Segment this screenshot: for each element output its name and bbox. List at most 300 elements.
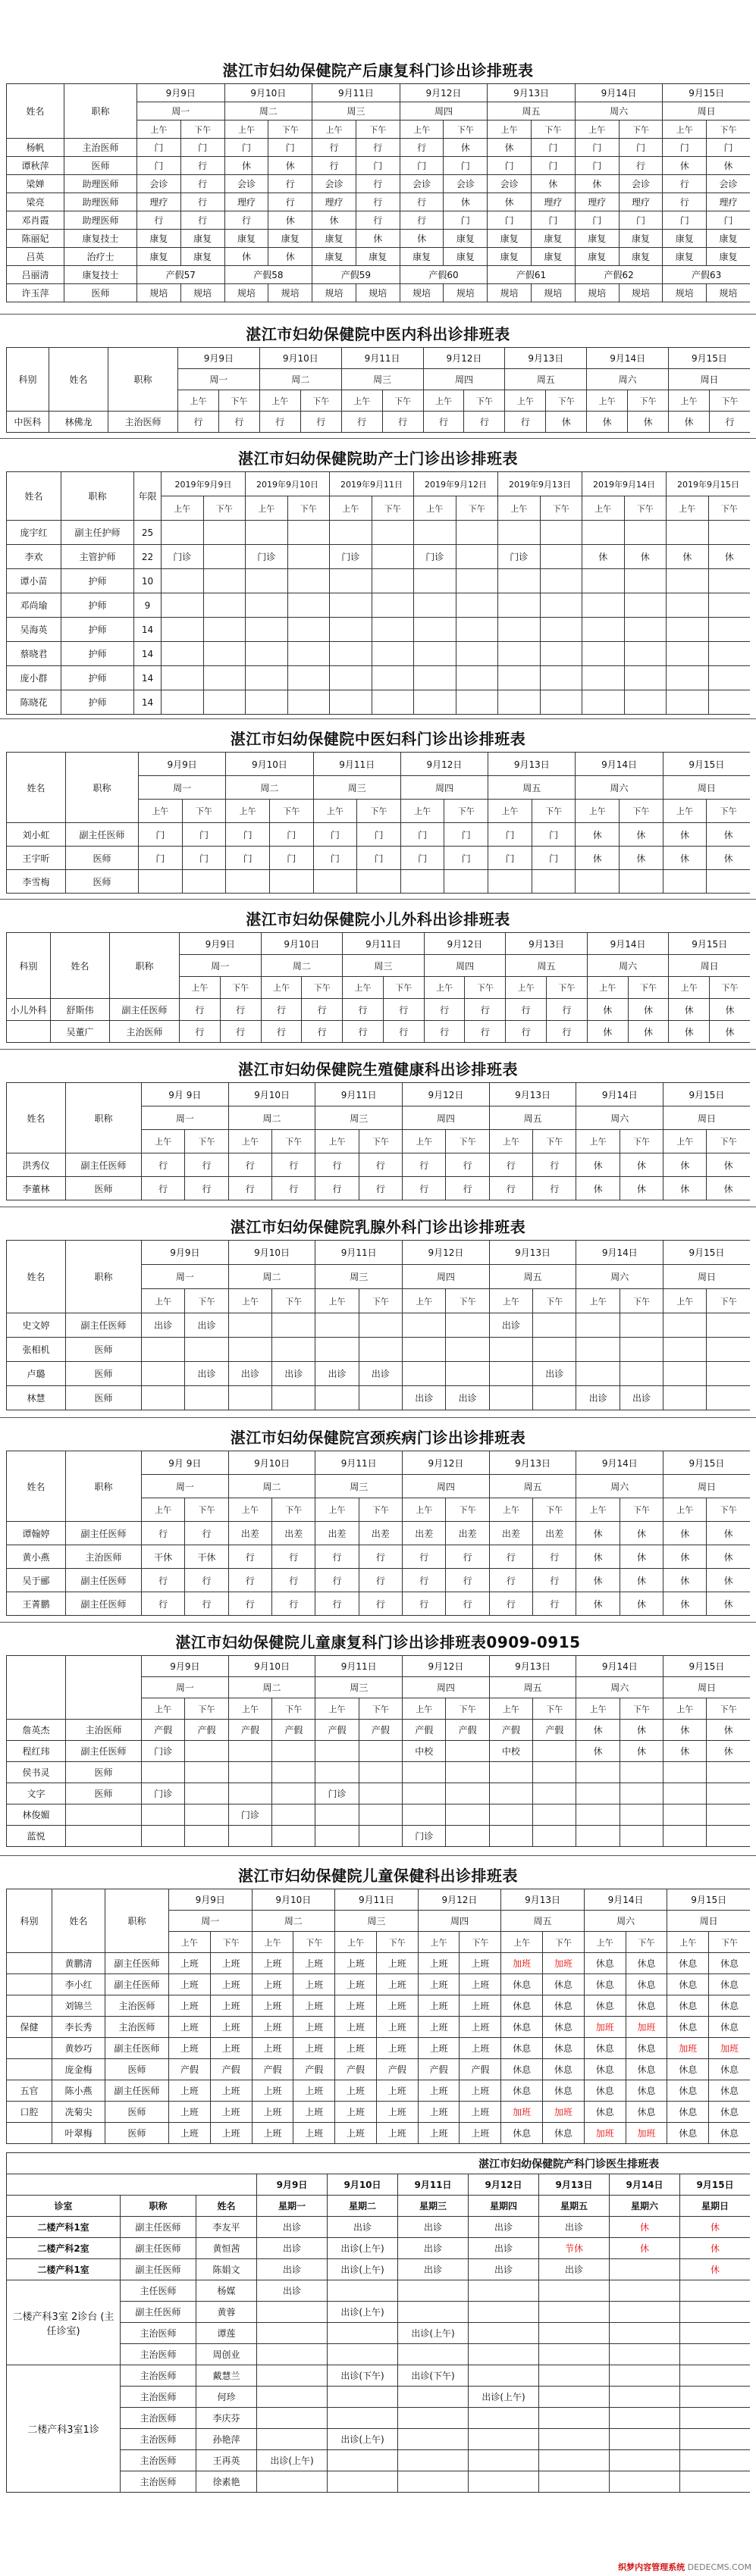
table-cell: 行 <box>268 193 312 211</box>
table-cell: 休 <box>268 211 312 230</box>
table-cell: 行 <box>533 1592 576 1616</box>
date-header: 9月12日 <box>403 1656 490 1677</box>
schedule-cell: 休 <box>680 2217 751 2238</box>
stub-header: 职称 <box>110 933 180 999</box>
table-cell: 休 <box>587 1021 628 1043</box>
table-cell: 休 <box>268 157 312 175</box>
table-cell <box>620 1826 663 1847</box>
table-cell: 产假61 <box>488 266 576 284</box>
table-cell: 门 <box>575 157 619 175</box>
table-cell: 会诊 <box>224 175 268 193</box>
stub-header: 诊室 <box>7 2196 121 2217</box>
schedule-table <box>6 1082 750 1200</box>
date-header: 9月13日 <box>506 933 588 955</box>
table-cell: 护师 <box>61 593 134 618</box>
blank-cell <box>7 2174 257 2196</box>
table-cell: 休息 <box>667 2017 709 2038</box>
weekday-header: 周三 <box>312 102 400 121</box>
table-cell: 上班 <box>169 2080 211 2102</box>
table-cell: 侯书灵 <box>7 1762 66 1783</box>
table-cell: 副主任医师 <box>66 1153 142 1177</box>
section-divider <box>0 438 756 439</box>
table-cell <box>456 569 498 593</box>
table-cell <box>667 666 709 690</box>
table-cell: 门 <box>707 211 750 230</box>
weekday-header: 星期二 <box>328 2196 398 2217</box>
pm-header: 下午 <box>180 121 224 139</box>
obstetrics-title: 湛江市妇幼保健院产科门诊医生排班表 <box>7 2153 751 2174</box>
weekday-header: 周一 <box>142 1265 229 1289</box>
am-header: 上午 <box>261 977 302 999</box>
table-cell <box>372 690 414 715</box>
table-cell: 产假 <box>376 2059 418 2080</box>
table-cell <box>708 569 750 593</box>
table-row <box>7 1953 751 1974</box>
table-cell: 休息 <box>626 2102 667 2123</box>
table-cell: 休息 <box>584 2038 626 2059</box>
date-header: 9月12日 <box>424 933 506 955</box>
table-cell: 上班 <box>252 1974 293 1995</box>
table-cell: 出差 <box>315 1522 359 1545</box>
schedule-cell <box>469 2365 539 2387</box>
table-cell: 刘小虹 <box>7 823 66 847</box>
weekday-header: 星期五 <box>539 2196 610 2217</box>
table-cell: 出诊 <box>620 1386 663 1410</box>
table-row <box>7 1569 751 1592</box>
schedule-cell <box>610 2280 680 2302</box>
table-cell: 行 <box>489 1592 532 1616</box>
table-cell: 休息 <box>709 2059 750 2080</box>
table-cell <box>540 618 582 642</box>
table-cell: 副主任医师 <box>66 823 139 847</box>
weekday-header: 周四 <box>403 1677 490 1698</box>
date-header: 9月9日 <box>257 2174 328 2196</box>
pm-header: 下午 <box>293 1932 335 1953</box>
table-cell: 休 <box>400 230 444 248</box>
table-cell: 吴董广 <box>51 1021 110 1043</box>
date-header: 9月13日 <box>488 84 576 102</box>
table-cell <box>663 1386 707 1410</box>
am-header: 上午 <box>418 1932 460 1953</box>
table-cell: 门 <box>137 139 181 157</box>
table-cell <box>7 1974 52 1995</box>
table-cell: 上班 <box>169 2017 211 2038</box>
section-title: 湛江市妇幼保健院乳腺外科门诊出诊排班表 <box>230 1218 526 1236</box>
stub-header: 科别 <box>7 348 49 412</box>
table-cell: 行 <box>302 1021 343 1043</box>
table-cell: 上班 <box>293 2038 335 2059</box>
room-cell: 二楼产科1室 <box>7 2217 121 2238</box>
table-cell: 规培 <box>444 284 488 302</box>
table-cell: 上班 <box>335 2102 377 2123</box>
table-cell: 休息 <box>584 2059 626 2080</box>
table-cell <box>272 1804 315 1826</box>
table-row <box>7 2238 751 2259</box>
table-cell <box>330 666 372 690</box>
table-cell: 康复 <box>575 248 619 266</box>
table-cell <box>162 642 204 666</box>
date-header: 9月11日 <box>341 348 423 369</box>
table-cell: 上班 <box>418 1974 460 1995</box>
table-cell: 规培 <box>356 284 400 302</box>
table-cell <box>489 1386 532 1410</box>
pm-header: 下午 <box>709 1932 750 1953</box>
date-header: 9月10日 <box>228 1656 315 1677</box>
table-cell <box>162 690 204 715</box>
table-cell <box>414 618 456 642</box>
table-cell: 休 <box>576 823 620 847</box>
table-row <box>7 211 751 230</box>
table-cell <box>582 618 625 642</box>
pm-header: 下午 <box>460 1932 501 1953</box>
table-cell: 五官 <box>7 2080 52 2102</box>
table-cell: 行 <box>343 1021 384 1043</box>
table-cell <box>246 666 288 690</box>
date-header: 2019年9月9日 <box>162 472 246 496</box>
table-cell: 休 <box>620 1720 663 1741</box>
am-header: 上午 <box>162 496 204 521</box>
table-cell: 会诊 <box>137 175 181 193</box>
table-cell <box>708 618 750 642</box>
stub-header: 职称 <box>66 1241 142 1313</box>
pm-header: 下午 <box>446 1130 489 1153</box>
table-cell <box>330 569 372 593</box>
table-cell: 门 <box>532 211 576 230</box>
schedule-cell <box>539 2302 610 2323</box>
weekday-header: 周五 <box>501 1911 585 1932</box>
table-cell <box>707 1338 750 1362</box>
weekday-header: 周一 <box>178 369 260 390</box>
date-header: 9月13日 <box>489 1451 576 1475</box>
pm-header: 下午 <box>182 800 226 823</box>
pm-header: 下午 <box>464 390 505 412</box>
schedule-cell: 出诊 <box>257 2217 328 2238</box>
table-cell: 许玉萍 <box>7 284 64 302</box>
table-cell <box>414 666 456 690</box>
table-cell: 上班 <box>376 2102 418 2123</box>
table-cell: 上班 <box>335 2080 377 2102</box>
obstetrics-table <box>6 2152 750 2493</box>
table-cell: 门 <box>357 823 401 847</box>
date-header: 9月10日 <box>259 348 341 369</box>
stub-header: 姓名 <box>7 472 61 521</box>
date-header: 9月10日 <box>228 1083 315 1106</box>
table-cell: 行 <box>180 175 224 193</box>
schedule-cell: 出诊 <box>469 2259 539 2280</box>
table-cell <box>142 1826 185 1847</box>
table-cell <box>498 690 541 715</box>
table-cell <box>540 545 582 569</box>
table-cell: 产假 <box>418 2059 460 2080</box>
weekday-header: 周六 <box>575 102 663 121</box>
table-cell <box>707 1762 750 1783</box>
table-cell: 康复 <box>532 248 576 266</box>
table-cell: 门 <box>182 847 226 870</box>
am-header: 上午 <box>663 121 707 139</box>
table-cell: 规培 <box>137 284 181 302</box>
pm-header: 下午 <box>269 800 313 823</box>
schedule-cell <box>680 2429 751 2450</box>
table-cell <box>624 569 667 593</box>
table-cell: 行 <box>315 1545 359 1569</box>
table-cell <box>313 870 357 894</box>
table-cell <box>357 870 401 894</box>
table-cell <box>456 690 498 715</box>
table-cell <box>620 1783 663 1804</box>
table-cell: 行 <box>356 139 400 157</box>
table-cell: 护师 <box>61 618 134 642</box>
table-cell <box>708 642 750 666</box>
table-cell <box>540 666 582 690</box>
table-cell: 门 <box>532 139 576 157</box>
pm-header: 下午 <box>218 390 259 412</box>
table-cell: 产假 <box>533 1720 576 1741</box>
table-cell: 行 <box>142 1153 185 1177</box>
table-cell: 副主任医师 <box>66 1313 142 1338</box>
weekday-header: 周五 <box>489 1677 576 1698</box>
schedule-cell <box>680 2302 751 2323</box>
table-cell: 加班 <box>584 2017 626 2038</box>
am-header: 上午 <box>315 1289 359 1313</box>
table-cell: 詹英杰 <box>7 1720 66 1741</box>
am-header: 上午 <box>137 121 181 139</box>
am-header: 上午 <box>228 1498 271 1522</box>
table-cell: 产假 <box>252 2059 293 2080</box>
pm-header: 下午 <box>620 1698 663 1720</box>
table-cell: 行 <box>261 1021 302 1043</box>
table-cell: 休 <box>587 412 628 433</box>
table-cell: 行 <box>272 1569 315 1592</box>
table-cell <box>287 642 330 666</box>
weekday-header: 周日 <box>663 1265 750 1289</box>
pm-header: 下午 <box>376 1932 418 1953</box>
schedule-cell <box>328 2387 398 2408</box>
table-row <box>7 230 751 248</box>
pm-header: 下午 <box>465 977 506 999</box>
weekday-header: 周日 <box>663 102 750 121</box>
weekday-header: 周四 <box>400 776 488 800</box>
table-cell <box>359 1804 402 1826</box>
table-row <box>7 139 751 157</box>
table-cell <box>203 690 246 715</box>
weekday-header: 周一 <box>180 955 262 977</box>
table-cell: 行 <box>142 1522 185 1545</box>
room-cell: 二楼产科1室 <box>7 2259 121 2280</box>
table-cell: 休息 <box>501 2017 543 2038</box>
am-header: 上午 <box>228 1698 271 1720</box>
table-row <box>7 157 751 175</box>
weekday-header: 周日 <box>663 1475 750 1498</box>
schedule-cell <box>257 2344 328 2365</box>
table-cell: 行 <box>359 1177 402 1200</box>
table-cell: 上班 <box>460 1995 501 2017</box>
table-cell: 产假 <box>169 2059 211 2080</box>
schedule-cell <box>680 2280 751 2302</box>
schedule-table <box>6 471 750 715</box>
table-cell: 行 <box>185 1177 228 1200</box>
table-cell <box>228 1826 271 1847</box>
table-cell: 医师 <box>66 1762 142 1783</box>
table-cell <box>498 642 541 666</box>
table-cell <box>663 1762 707 1783</box>
table-cell: 产假 <box>489 1720 532 1741</box>
table-cell: 休息 <box>626 1974 667 1995</box>
table-cell <box>667 569 709 593</box>
table-row <box>7 545 751 569</box>
am-header: 上午 <box>489 1289 532 1313</box>
stub-header <box>7 1656 66 1720</box>
date-header: 9月13日 <box>505 348 587 369</box>
table-cell: 门诊 <box>228 1804 271 1826</box>
table-cell: 医师 <box>66 847 139 870</box>
table-cell: 上班 <box>169 1953 211 1974</box>
table-cell: 休息 <box>709 1953 750 1974</box>
table-cell <box>498 593 541 618</box>
table-cell <box>403 1313 446 1338</box>
schedule-cell: 出诊(上午) <box>328 2259 398 2280</box>
table-cell: 李小红 <box>52 1974 105 1995</box>
table-cell: 上班 <box>376 2080 418 2102</box>
weekday-header: 星期日 <box>680 2196 751 2217</box>
name-cell: 陈娟文 <box>196 2259 257 2280</box>
stub-header: 姓名 <box>7 84 64 139</box>
table-cell <box>162 521 204 545</box>
table-cell: 上班 <box>293 2017 335 2038</box>
schedule-cell: 出诊 <box>398 2217 469 2238</box>
table-cell <box>624 593 667 618</box>
schedule-cell <box>257 2408 328 2429</box>
table-cell: 行 <box>185 1153 228 1177</box>
am-header: 上午 <box>226 800 270 823</box>
table-cell <box>185 1762 228 1783</box>
table-cell <box>228 1338 271 1362</box>
am-header: 上午 <box>259 390 300 412</box>
am-header: 上午 <box>142 1289 185 1313</box>
weekday-header: 周六 <box>584 1911 667 1932</box>
table-cell <box>287 690 330 715</box>
date-header: 9月12日 <box>403 1241 490 1265</box>
table-cell <box>624 642 667 666</box>
table-row <box>7 593 751 618</box>
table-cell: 行 <box>178 412 219 433</box>
table-cell: 康复 <box>532 230 576 248</box>
pm-header: 下午 <box>272 1498 315 1522</box>
schedule-cell <box>610 2450 680 2471</box>
table-cell: 门 <box>226 823 270 847</box>
table-cell: 副主任医师 <box>105 2080 169 2102</box>
date-header: 9月14日 <box>584 1889 667 1911</box>
table-cell: 休 <box>707 1592 750 1616</box>
table-row <box>7 2217 751 2238</box>
table-cell: 史文婷 <box>7 1313 66 1338</box>
table-cell <box>162 593 204 618</box>
table-cell: 上班 <box>418 2080 460 2102</box>
pm-header: 下午 <box>707 1498 750 1522</box>
pm-header: 下午 <box>210 1932 252 1953</box>
schedule-cell <box>328 2471 398 2493</box>
table-cell: 冼菊尖 <box>52 2102 105 2123</box>
table-cell: 休 <box>707 823 750 847</box>
table-cell <box>708 593 750 618</box>
table-cell: 休 <box>708 545 750 569</box>
table-cell: 理疗 <box>224 193 268 211</box>
table-cell: 出诊 <box>576 1386 620 1410</box>
pm-header: 下午 <box>446 1498 489 1522</box>
title-cell: 副主任医师 <box>121 2238 196 2259</box>
stub-header: 职称 <box>61 472 134 521</box>
table-cell: 康复 <box>180 230 224 248</box>
table-cell <box>444 870 488 894</box>
table-cell: 出差 <box>403 1522 446 1545</box>
table-cell: 行 <box>533 1153 576 1177</box>
table-cell: 行 <box>142 1569 185 1592</box>
schedule-cell <box>469 2344 539 2365</box>
table-cell: 门 <box>139 823 183 847</box>
table-cell <box>498 666 541 690</box>
date-header: 9月15日 <box>663 1083 750 1106</box>
table-cell: 上班 <box>252 2123 293 2144</box>
table-cell: 上班 <box>293 2080 335 2102</box>
weekday-header: 周二 <box>228 1265 315 1289</box>
table-cell: 产假 <box>446 1720 489 1741</box>
table-cell: 陈晓花 <box>7 690 61 715</box>
am-header: 上午 <box>424 977 465 999</box>
table-cell: 休 <box>669 999 710 1021</box>
weekday-header: 周一 <box>142 1106 229 1130</box>
pm-header: 下午 <box>357 800 401 823</box>
table-cell: 上班 <box>252 1995 293 2017</box>
table-cell: 休 <box>663 1592 707 1616</box>
table-cell: 休 <box>620 1592 663 1616</box>
table-row <box>7 1386 751 1410</box>
table-cell: 主治医师 <box>110 1021 180 1043</box>
table-cell: 休息 <box>501 2080 543 2102</box>
table-cell: 行 <box>356 193 400 211</box>
weekday-header: 周六 <box>576 1265 663 1289</box>
pm-header: 下午 <box>444 800 488 823</box>
pm-header: 下午 <box>620 1498 663 1522</box>
table-cell <box>203 569 246 593</box>
table-cell: 休息 <box>584 1995 626 2017</box>
table-cell <box>489 1804 532 1826</box>
table-cell: 门 <box>400 157 444 175</box>
date-header: 9月11日 <box>315 1451 403 1475</box>
table-cell: 加班 <box>543 1953 585 1974</box>
table-cell: 上班 <box>169 1995 211 2017</box>
schedule-cell <box>469 2302 539 2323</box>
table-cell: 门 <box>532 847 576 870</box>
table-cell: 邓肖霞 <box>7 211 64 230</box>
weekday-header: 周二 <box>252 1911 335 1932</box>
am-header: 上午 <box>343 977 384 999</box>
table-cell <box>533 1338 576 1362</box>
table-cell <box>185 1783 228 1804</box>
weekday-header: 星期六 <box>610 2196 680 2217</box>
table-cell: 医师 <box>66 1338 142 1362</box>
am-header: 上午 <box>180 977 221 999</box>
table-cell: 规培 <box>619 284 663 302</box>
table-cell <box>185 1741 228 1762</box>
date-header: 2019年9月15日 <box>667 472 751 496</box>
name-cell: 何珍 <box>196 2387 257 2408</box>
table-cell: 休息 <box>709 2080 750 2102</box>
table-cell <box>359 1741 402 1762</box>
table-cell: 医师 <box>105 2123 169 2144</box>
table-cell: 上班 <box>418 1995 460 2017</box>
stub-header: 年限 <box>134 472 162 521</box>
table-cell: 行 <box>400 139 444 157</box>
name-cell: 黄恒茜 <box>196 2238 257 2259</box>
